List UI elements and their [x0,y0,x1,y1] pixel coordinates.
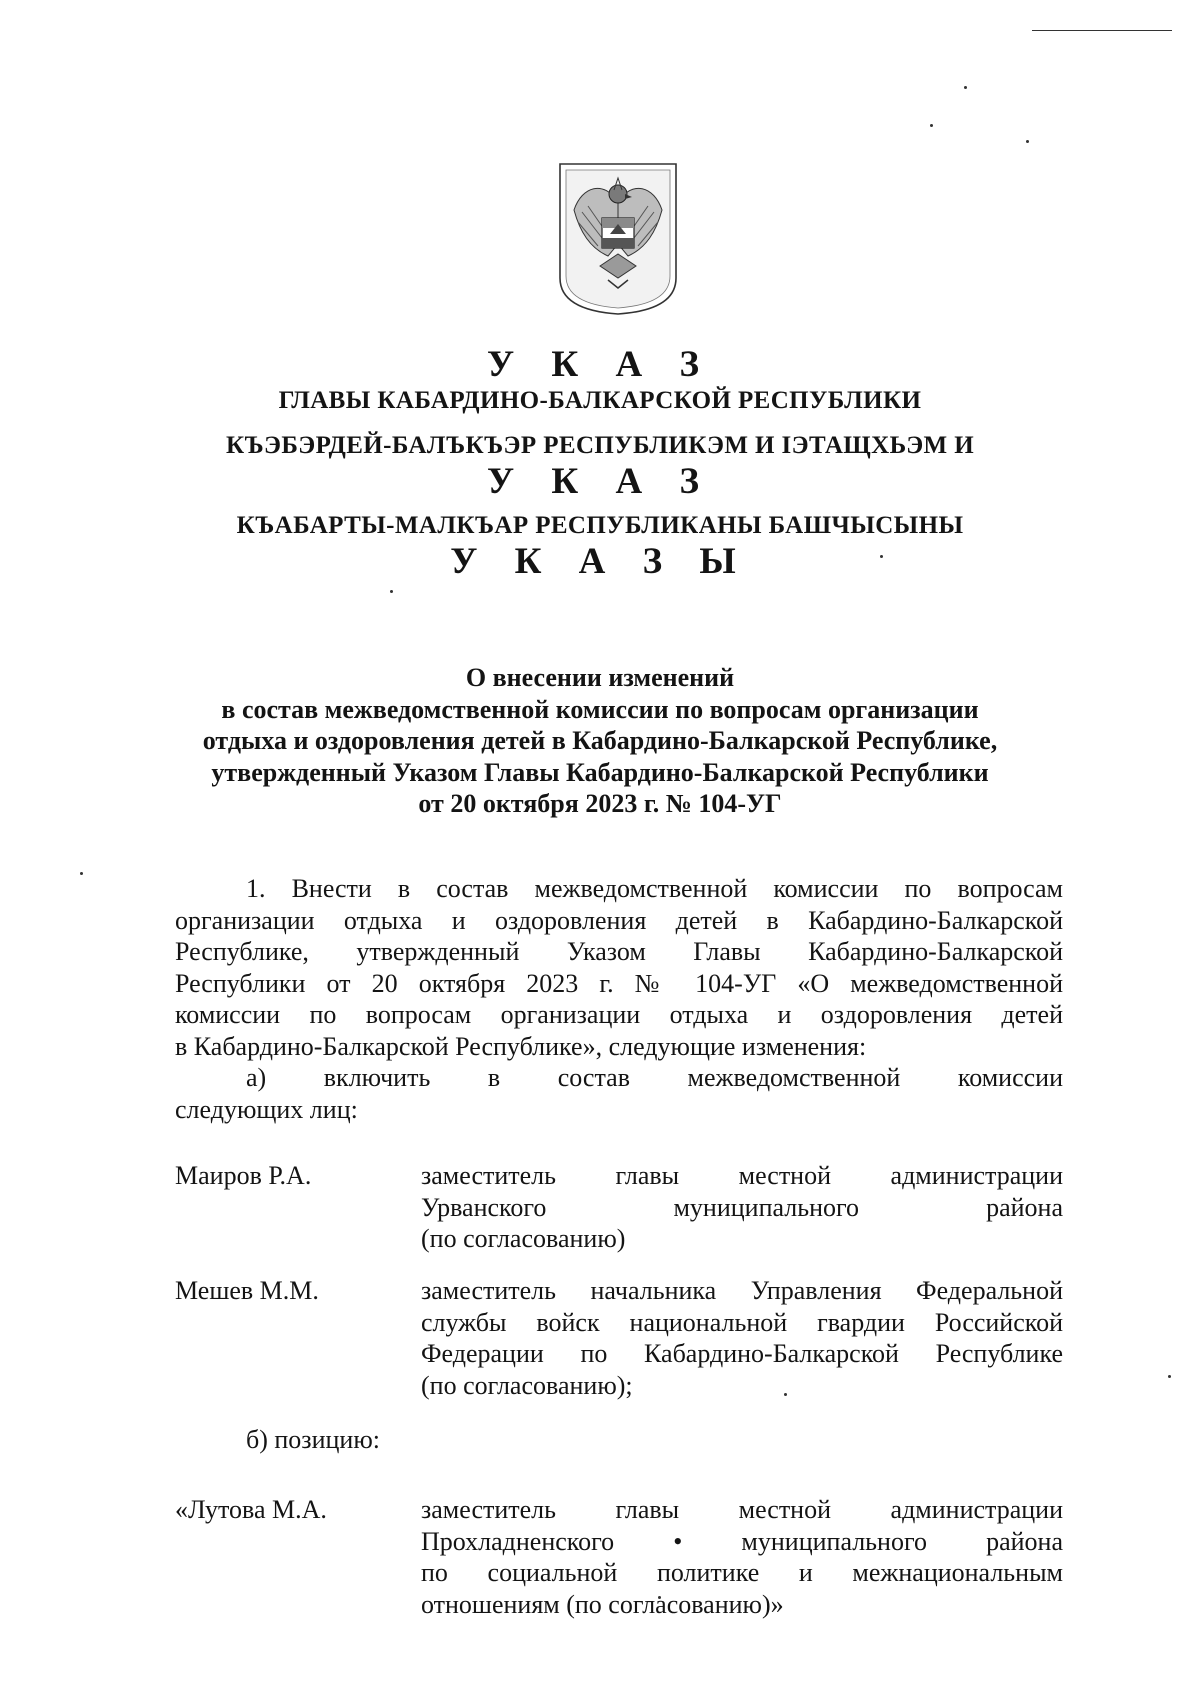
person-name: Мешев М.М. [175,1276,319,1305]
decree-title [150,662,1050,820]
paragraph-line: комиссии по вопросам организации отдыха и оздоровления детей [175,1000,1063,1029]
scan-speck [390,590,393,593]
person-position [421,1494,1063,1620]
issuer-ru: ГЛАВЫ КАБАРДИНО-БАЛКАРСКОЙ РЕСПУБЛИКИ [278,387,922,414]
person-position [421,1160,1063,1255]
scan-speck [80,872,83,875]
title-line: О внесении изменений [465,663,735,692]
paragraph-line: Республике, утвержденный Указом Главы Кабардино-Балкарской [175,937,1063,966]
title-line: отдыха и оздоровления детей в Кабардино-Балкарской Республике, [202,726,998,755]
scan-speck [1168,1375,1171,1378]
position-line: (по согласованию); [421,1370,633,1400]
scan-speck [1026,140,1029,143]
paragraph-line: Республики от 20 октября 2023 г. № 104-УГ «О межведомственной [175,968,1063,998]
top-rule [1032,30,1172,31]
title-line: в состав межведомственной комиссии по вопросам организации [221,694,979,724]
position-line: службы войск национальной гвардии Российской [421,1307,1063,1337]
paragraph-line: организации отдыха и оздоровления детей в Кабардино-Балкарской [175,905,1063,935]
position-line: отношениям (по согласованию)» [421,1589,784,1619]
position-line: Прохладненского • муниципального района [421,1526,1063,1556]
paragraph-line: 1. Внести в состав межведомственной комиссии по вопросам [246,874,1063,903]
person-name: Маиров Р.А. [175,1161,312,1190]
paragraph-line: в Кабардино-Балкарской Республике», следующие изменения: [175,1031,867,1061]
item-a-line: следующих лиц: [175,1094,358,1124]
decree-heading-kabardian: У К А З [487,461,713,502]
position-line: заместитель начальника Управления Федеральной [421,1276,1063,1305]
decree-heading-ru: У К А З [487,344,713,385]
decree-heading-balkar: У К А З Ы [450,541,750,582]
position-line: заместитель главы местной администрации [421,1495,1063,1524]
coat-of-arms-emblem [556,160,680,316]
scan-speck [964,86,967,89]
paragraph-1 [175,873,1063,1125]
scan-speck [930,124,933,127]
position-line: Урванского муниципального района [421,1192,1063,1222]
person-name: «Лутова М.А. [175,1495,327,1524]
title-line: утвержденный Указом Главы Кабардино-Балкарской Республики [211,757,989,787]
position-line: Федерации по Кабардино-Балкарской Республике [421,1339,1063,1368]
item-b-label: б) позицию: [246,1425,380,1454]
person-position [421,1275,1063,1401]
issuer-balkar: КЪАБАРТЫ-МАЛКЪАР РЕСПУБЛИКАНЫ БАШЧЫСЫНЫ [236,512,964,539]
item-a-line: а) включить в состав межведомственной комиссии [246,1063,1063,1092]
position-line: по социальной политике и межнациональным [421,1558,1063,1587]
issuer-kabardian: КЪЭБЭРДЕЙ-БАЛЪКЪЭР РЕСПУБЛИКЭМ И ІЭТАЩХЬЭМ И [225,432,975,459]
position-line: (по согласованию) [421,1224,626,1253]
title-line: от 20 октября 2023 г. № 104-УГ [418,789,782,818]
position-line: заместитель главы местной администрации [421,1161,1063,1190]
